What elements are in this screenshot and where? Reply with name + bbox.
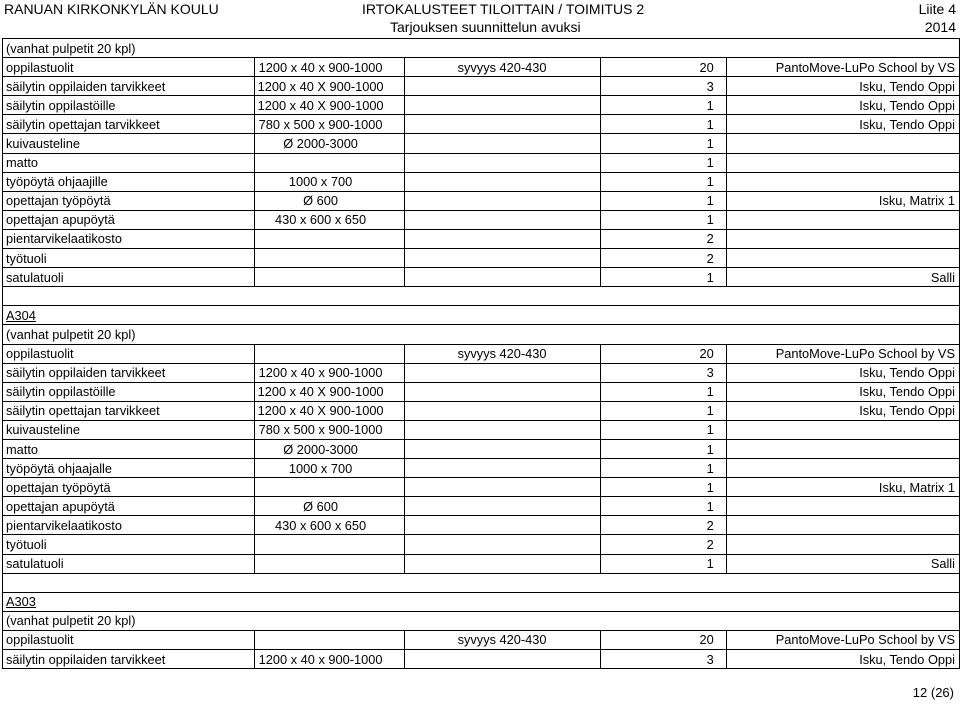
cell-c2: Ø 600 (254, 191, 404, 210)
cell-c4: 1 (600, 420, 726, 439)
cell-c4: 1 (600, 268, 726, 287)
cell-c1: säilytin oppilastöille (3, 96, 255, 115)
cell-c1: säilytin oppilaiden tarvikkeet (3, 650, 255, 669)
table-row (3, 535, 960, 554)
cell-c3 (404, 497, 600, 516)
cell-c1: opettajan apupöytä (3, 497, 255, 516)
cell-c2: Ø 2000-3000 (254, 134, 404, 153)
cell-c5 (726, 592, 959, 611)
cell-c5 (726, 497, 959, 516)
cell-c1 (3, 287, 255, 306)
cell-c1: satulatuoli (3, 554, 255, 573)
cell-c5 (726, 287, 959, 306)
cell-c3 (404, 420, 600, 439)
cell-c1: oppilastuolit (3, 344, 255, 363)
cell-c4: 1 (600, 134, 726, 153)
cell-c1: kuivausteline (3, 134, 255, 153)
cell-c4: 2 (600, 229, 726, 248)
cell-c3 (404, 134, 600, 153)
cell-c2 (254, 39, 404, 58)
cell-c4: 2 (600, 249, 726, 268)
cell-c2 (254, 287, 404, 306)
table-row (3, 516, 960, 535)
cell-c5: Salli (726, 554, 959, 573)
cell-c3 (404, 210, 600, 229)
table-row (3, 58, 960, 77)
cell-c1 (3, 573, 255, 592)
cell-c3 (404, 153, 600, 172)
cell-c2: Ø 600 (254, 497, 404, 516)
cell-c2: 780 x 500 x 900-1000 (254, 115, 404, 134)
table-row (3, 96, 960, 115)
cell-c5 (726, 516, 959, 535)
cell-c1: työtuoli (3, 249, 255, 268)
cell-c5: Isku, Tendo Oppi (726, 77, 959, 96)
cell-c3 (404, 115, 600, 134)
cell-c4 (600, 611, 726, 630)
table-row (3, 650, 960, 669)
table-row (3, 153, 960, 172)
cell-c3 (404, 478, 600, 497)
cell-c5 (726, 459, 959, 478)
cell-c4 (600, 287, 726, 306)
cell-c2: 1200 x 40 x 900-1000 (254, 650, 404, 669)
cell-c3 (404, 439, 600, 458)
cell-c2 (254, 535, 404, 554)
cell-c5 (726, 39, 959, 58)
cell-c3 (404, 516, 600, 535)
document-title: IRTOKALUSTEET TILOITTAIN / TOIMITUS 2 (362, 1, 645, 17)
cell-c1: oppilastuolit (3, 58, 255, 77)
cell-c2 (254, 268, 404, 287)
cell-c2 (254, 611, 404, 630)
cell-c3 (404, 382, 600, 401)
cell-c1: pientarvikelaatikosto (3, 516, 255, 535)
cell-c4: 1 (600, 153, 726, 172)
cell-c1: oppilastuolit (3, 630, 255, 649)
cell-c3 (404, 535, 600, 554)
cell-c3 (404, 249, 600, 268)
table-row (3, 344, 960, 363)
cell-c2 (254, 306, 404, 325)
cell-c3 (404, 459, 600, 478)
page-number: 12 (26) (912, 685, 954, 700)
cell-c1: matto (3, 153, 255, 172)
cell-c4: 1 (600, 191, 726, 210)
cell-c5: PantoMove-LuPo School by VS (726, 58, 959, 77)
table-row (3, 191, 960, 210)
cell-c4: 1 (600, 210, 726, 229)
cell-c4: 1 (600, 401, 726, 420)
cell-c1: säilytin opettajan tarvikkeet (3, 115, 255, 134)
school-name: RANUAN KIRKONKYLÄN KOULU (4, 1, 219, 17)
cell-c3: syvyys 420-430 (404, 58, 600, 77)
cell-c5: Isku, Tendo Oppi (726, 363, 959, 382)
year-label: 2014 (924, 19, 956, 35)
cell-c2 (254, 592, 404, 611)
cell-c2: Ø 2000-3000 (254, 439, 404, 458)
cell-c3 (404, 573, 600, 592)
section-note-row (3, 325, 960, 344)
cell-c5 (726, 210, 959, 229)
table-row (3, 497, 960, 516)
cell-c3 (404, 77, 600, 96)
table-row (3, 439, 960, 458)
cell-c2: 1000 x 700 (254, 172, 404, 191)
cell-c4 (600, 306, 726, 325)
cell-c3 (404, 611, 600, 630)
attachment-label: Liite 4 (918, 1, 956, 17)
table-row (3, 134, 960, 153)
cell-c1: satulatuoli (3, 268, 255, 287)
table-row (3, 249, 960, 268)
cell-c3 (404, 325, 600, 344)
section-note-row (3, 39, 960, 58)
cell-c3 (404, 229, 600, 248)
table-row (3, 401, 960, 420)
cell-c5 (726, 325, 959, 344)
cell-c5 (726, 134, 959, 153)
cell-c5 (726, 420, 959, 439)
cell-c5: Isku, Matrix 1 (726, 478, 959, 497)
cell-c1: opettajan työpöytä (3, 478, 255, 497)
cell-c3 (404, 650, 600, 669)
cell-c2 (254, 554, 404, 573)
cell-c2: 1000 x 700 (254, 459, 404, 478)
cell-c1: säilytin oppilaiden tarvikkeet (3, 77, 255, 96)
cell-c5 (726, 573, 959, 592)
room-heading-row (3, 592, 960, 611)
cell-c4: 1 (600, 96, 726, 115)
cell-c1: matto (3, 439, 255, 458)
cell-c5: Isku, Tendo Oppi (726, 382, 959, 401)
cell-c2 (254, 249, 404, 268)
cell-c5: Isku, Tendo Oppi (726, 650, 959, 669)
cell-c1: opettajan apupöytä (3, 210, 255, 229)
cell-c1: työtuoli (3, 535, 255, 554)
cell-c5 (726, 535, 959, 554)
cell-c1: A303 (3, 592, 255, 611)
cell-c3 (404, 363, 600, 382)
cell-c4: 3 (600, 650, 726, 669)
cell-c5 (726, 249, 959, 268)
cell-c2 (254, 229, 404, 248)
page-header (0, 0, 960, 38)
cell-c2 (254, 573, 404, 592)
cell-c3 (404, 592, 600, 611)
cell-c4 (600, 592, 726, 611)
cell-c5: PantoMove-LuPo School by VS (726, 630, 959, 649)
furniture-table (2, 38, 960, 669)
table-row (3, 268, 960, 287)
cell-c4: 1 (600, 172, 726, 191)
cell-c3: syvyys 420-430 (404, 630, 600, 649)
table-row (3, 77, 960, 96)
cell-c1: säilytin oppilastöille (3, 382, 255, 401)
cell-c5: Salli (726, 268, 959, 287)
cell-c3 (404, 96, 600, 115)
cell-c1: työpöytä ohjaajalle (3, 459, 255, 478)
cell-c4: 20 (600, 630, 726, 649)
section-note-row (3, 611, 960, 630)
table-row (3, 630, 960, 649)
cell-c2 (254, 153, 404, 172)
cell-c5 (726, 172, 959, 191)
table-row (3, 229, 960, 248)
cell-c1: (vanhat pulpetit 20 kpl) (3, 325, 255, 344)
cell-c4 (600, 573, 726, 592)
cell-c1: työpöytä ohjaajille (3, 172, 255, 191)
cell-c5: Isku, Tendo Oppi (726, 401, 959, 420)
blank-row (3, 287, 960, 306)
cell-c1: opettajan työpöytä (3, 191, 255, 210)
cell-c4: 1 (600, 382, 726, 401)
cell-c4: 1 (600, 478, 726, 497)
cell-c1: säilytin opettajan tarvikkeet (3, 401, 255, 420)
cell-c2: 780 x 500 x 900-1000 (254, 420, 404, 439)
cell-c4: 20 (600, 58, 726, 77)
cell-c2 (254, 344, 404, 363)
document-subtitle: Tarjouksen suunnittelun avuksi (390, 19, 581, 35)
blank-row (3, 573, 960, 592)
cell-c3 (404, 39, 600, 58)
cell-c2: 430 x 600 x 650 (254, 210, 404, 229)
cell-c2: 1200 x 40 X 900-1000 (254, 77, 404, 96)
cell-c4: 2 (600, 535, 726, 554)
cell-c2 (254, 630, 404, 649)
cell-c5: Isku, Tendo Oppi (726, 115, 959, 134)
cell-c4: 3 (600, 363, 726, 382)
cell-c2: 1200 x 40 x 900-1000 (254, 363, 404, 382)
cell-c2: 1200 x 40 X 900-1000 (254, 401, 404, 420)
cell-c3 (404, 172, 600, 191)
table-row (3, 363, 960, 382)
cell-c2: 1200 x 40 X 900-1000 (254, 96, 404, 115)
cell-c4: 1 (600, 439, 726, 458)
cell-c1: A304 (3, 306, 255, 325)
cell-c3 (404, 554, 600, 573)
table-row (3, 420, 960, 439)
cell-c5 (726, 153, 959, 172)
cell-c3: syvyys 420-430 (404, 344, 600, 363)
cell-c4 (600, 325, 726, 344)
cell-c3 (404, 268, 600, 287)
cell-c4: 1 (600, 115, 726, 134)
cell-c4: 1 (600, 459, 726, 478)
cell-c4: 3 (600, 77, 726, 96)
cell-c5 (726, 306, 959, 325)
cell-c1: (vanhat pulpetit 20 kpl) (3, 611, 255, 630)
cell-c3 (404, 401, 600, 420)
table-row (3, 210, 960, 229)
table-row (3, 478, 960, 497)
cell-c5: Isku, Tendo Oppi (726, 96, 959, 115)
table-row (3, 115, 960, 134)
cell-c5 (726, 229, 959, 248)
cell-c2: 1200 x 40 X 900-1000 (254, 382, 404, 401)
cell-c5: Isku, Matrix 1 (726, 191, 959, 210)
cell-c1: (vanhat pulpetit 20 kpl) (3, 39, 255, 58)
cell-c2 (254, 478, 404, 497)
table-row (3, 172, 960, 191)
table-row (3, 382, 960, 401)
cell-c2 (254, 325, 404, 344)
cell-c3 (404, 287, 600, 306)
cell-c4: 1 (600, 497, 726, 516)
cell-c4: 1 (600, 554, 726, 573)
cell-c1: kuivausteline (3, 420, 255, 439)
table-row (3, 459, 960, 478)
cell-c5 (726, 611, 959, 630)
cell-c4: 20 (600, 344, 726, 363)
room-heading-row (3, 306, 960, 325)
table-row (3, 554, 960, 573)
cell-c1: pientarvikelaatikosto (3, 229, 255, 248)
cell-c1: säilytin oppilaiden tarvikkeet (3, 363, 255, 382)
cell-c4: 2 (600, 516, 726, 535)
cell-c4 (600, 39, 726, 58)
furniture-table-body (3, 39, 960, 669)
cell-c2: 1200 x 40 x 900-1000 (254, 58, 404, 77)
cell-c2: 430 x 600 x 650 (254, 516, 404, 535)
cell-c3 (404, 306, 600, 325)
cell-c5 (726, 439, 959, 458)
cell-c5: PantoMove-LuPo School by VS (726, 344, 959, 363)
cell-c3 (404, 191, 600, 210)
